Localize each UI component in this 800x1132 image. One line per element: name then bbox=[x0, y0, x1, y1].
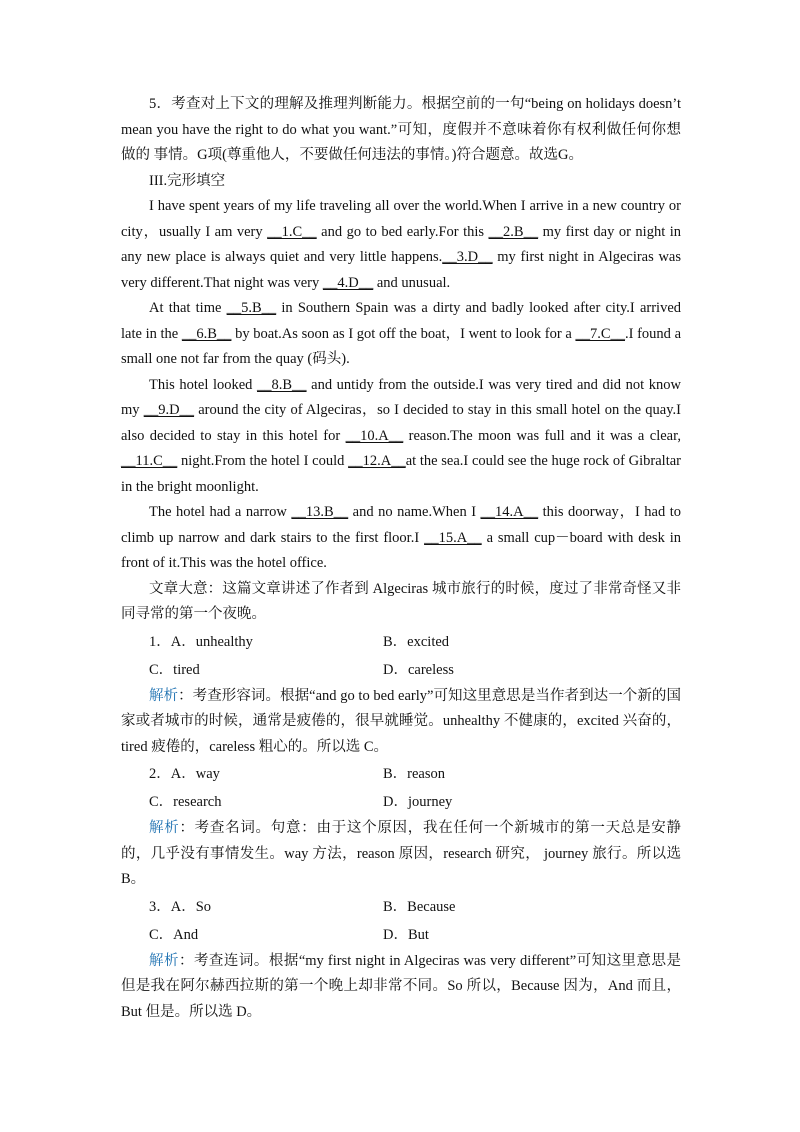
q3-options-row-2 bbox=[121, 921, 681, 949]
section-title: III.完形填空 bbox=[149, 172, 226, 189]
q1-options-row-2 bbox=[121, 656, 681, 684]
passage-text: at the sea.I could see the huge rock of Gibraltar in the bright moonlight. bbox=[121, 453, 681, 495]
q3-option-d: D．But bbox=[383, 926, 429, 943]
answer-blank: __2.B__ bbox=[488, 223, 539, 240]
answer-blank: __11.C__ bbox=[121, 453, 178, 469]
q5-explanation bbox=[121, 92, 681, 169]
passage-text: night.From the hotel I could bbox=[177, 453, 349, 469]
q5-line2: mean you have the right to do what you want.”可知，度假并不意味着你有权利做任何你想做的 bbox=[121, 121, 681, 163]
q5-line3: 事情。G项(尊重他人，不要做任何违法的事情。)符合题意。故选G。 bbox=[153, 147, 583, 163]
passage-text: around the city of Algeciras，so I decided to stay in this small hotel on the quay.I also decided to stay in this hotel for bbox=[121, 402, 681, 444]
passage-text: This hotel looked bbox=[149, 376, 258, 393]
q2-options-row-1 bbox=[121, 760, 681, 788]
q3-option-c: C．And bbox=[149, 926, 199, 943]
passage-text: At that time bbox=[149, 300, 227, 316]
q1-option-c: C．tired bbox=[149, 661, 200, 678]
passage-text: I have spent years of my life traveling all over the world.When I arrive in a new country or city，usually I am very bbox=[121, 198, 681, 240]
q1-option-d: D．careless bbox=[383, 661, 454, 678]
answer-blank: __7.C__ bbox=[575, 325, 625, 342]
explanation-label: 解析 bbox=[149, 687, 179, 704]
q1-option-b: B．excited bbox=[383, 633, 450, 650]
answer-blank: __5.B__ bbox=[226, 300, 277, 316]
answer-blank: __4.D__ bbox=[322, 274, 374, 291]
q3-option-b: B．Because bbox=[383, 898, 456, 915]
passage-text: and no name.When I bbox=[348, 504, 481, 520]
q2-options-row-2 bbox=[121, 788, 681, 816]
q1-explanation-text: ：考查形容词。根据“and go to bed early”可知这里意思是当作者到达一个新的国家或者城市的时候，通常是疲倦的，很早就睡觉。unhealthy 不健康的，excited 兴奋的，tired 疲倦的，careless 粗心的。所以选 C。 bbox=[121, 687, 681, 755]
q3-explanation bbox=[121, 949, 681, 1026]
q2-option-a: 2．A．way bbox=[149, 766, 220, 782]
answer-blank: __9.D__ bbox=[143, 402, 195, 418]
q5-line1: 5．考查对上下文的理解及推理判断能力。根据空前的一句“being on holidays doesn’t bbox=[149, 96, 681, 112]
q2-option-d: D．journey bbox=[383, 794, 453, 810]
answer-blank: __14.A__ bbox=[480, 504, 539, 520]
answer-blank: __12.A__ bbox=[348, 453, 406, 469]
answer-blank: __6.B__ bbox=[181, 325, 232, 342]
answer-blank: __10.A__ bbox=[345, 427, 404, 444]
answer-blank: __8.B__ bbox=[257, 376, 307, 393]
q2-option-b: B．reason bbox=[383, 766, 446, 782]
passage-text: The hotel had a narrow bbox=[149, 504, 292, 520]
passage-para-4 bbox=[121, 500, 681, 577]
passage-text: a small cup－board with desk in front of it.This was the hotel office. bbox=[121, 529, 681, 571]
answer-key-page bbox=[121, 92, 681, 1025]
passage-text: by boat.As soon as I got off the boat，I went to look for a bbox=[231, 325, 576, 342]
passage-text: my first day or night in any new place is always quiet and very little happens. bbox=[121, 223, 682, 265]
q3-options-row-1 bbox=[121, 893, 681, 921]
q2-explanation-text: ：考查名词。句意：由于这个原因，我在任何一个新城市的第一天总是安静的，几乎没有事情发生。way 方法，reason 原因，research 研究， journey 旅行。所以选 B。 bbox=[121, 820, 682, 887]
explanation-label: 解析 bbox=[149, 820, 180, 836]
q1-explanation bbox=[121, 684, 681, 761]
passage-text: and untidy from the outside.I was very tired and did not know my bbox=[121, 376, 681, 418]
answer-blank: __15.A__ bbox=[424, 529, 482, 546]
q1-option-a: 1．A．unhealthy bbox=[149, 633, 253, 650]
q3-explanation-text: ：考查连词。根据“my first night in Algeciras was very different”可知这里意思是但是我在阿尔赫西拉斯的第一个晚上却非常不同。So 所以，Because 因为，And 而且，But 但是。所以选 D。 bbox=[121, 952, 681, 1020]
q3-option-a: 3．A．So bbox=[149, 898, 212, 915]
passage-text: reason.The moon was full and it was a clear, bbox=[403, 427, 681, 444]
passage-text: this doorway，I had to climb up narrow and dark stairs to the first floor.I bbox=[121, 504, 681, 546]
answer-blank: __1.C__ bbox=[267, 223, 317, 240]
q2-option-c: C．research bbox=[149, 794, 222, 810]
passage-para-3 bbox=[121, 373, 681, 501]
q1-options-row-1 bbox=[121, 628, 681, 656]
explanation-label: 解析 bbox=[149, 952, 179, 969]
passage-summary: 文章大意：这篇文章讲述了作者到 Algeciras 城市旅行的时候，度过了非常奇怪又非同寻常的第一个夜晚。 bbox=[121, 580, 681, 622]
q2-explanation bbox=[121, 816, 681, 893]
passage-para-1 bbox=[121, 194, 681, 296]
passage-text: and go to bed early.For this bbox=[316, 223, 489, 240]
answer-blank: __3.D__ bbox=[442, 249, 493, 265]
passage-text: and unusual. bbox=[373, 274, 451, 291]
passage-text: in Southern Spain was a dirty and badly looked after city.I arrived late in the bbox=[121, 300, 682, 342]
passage-para-2 bbox=[121, 296, 681, 373]
passage-text: .I found a small one not far from the quay (码头). bbox=[121, 325, 682, 367]
answer-blank: __13.B__ bbox=[291, 504, 349, 520]
passage-text: my first night in Algeciras was very different.That night was very bbox=[121, 249, 682, 291]
